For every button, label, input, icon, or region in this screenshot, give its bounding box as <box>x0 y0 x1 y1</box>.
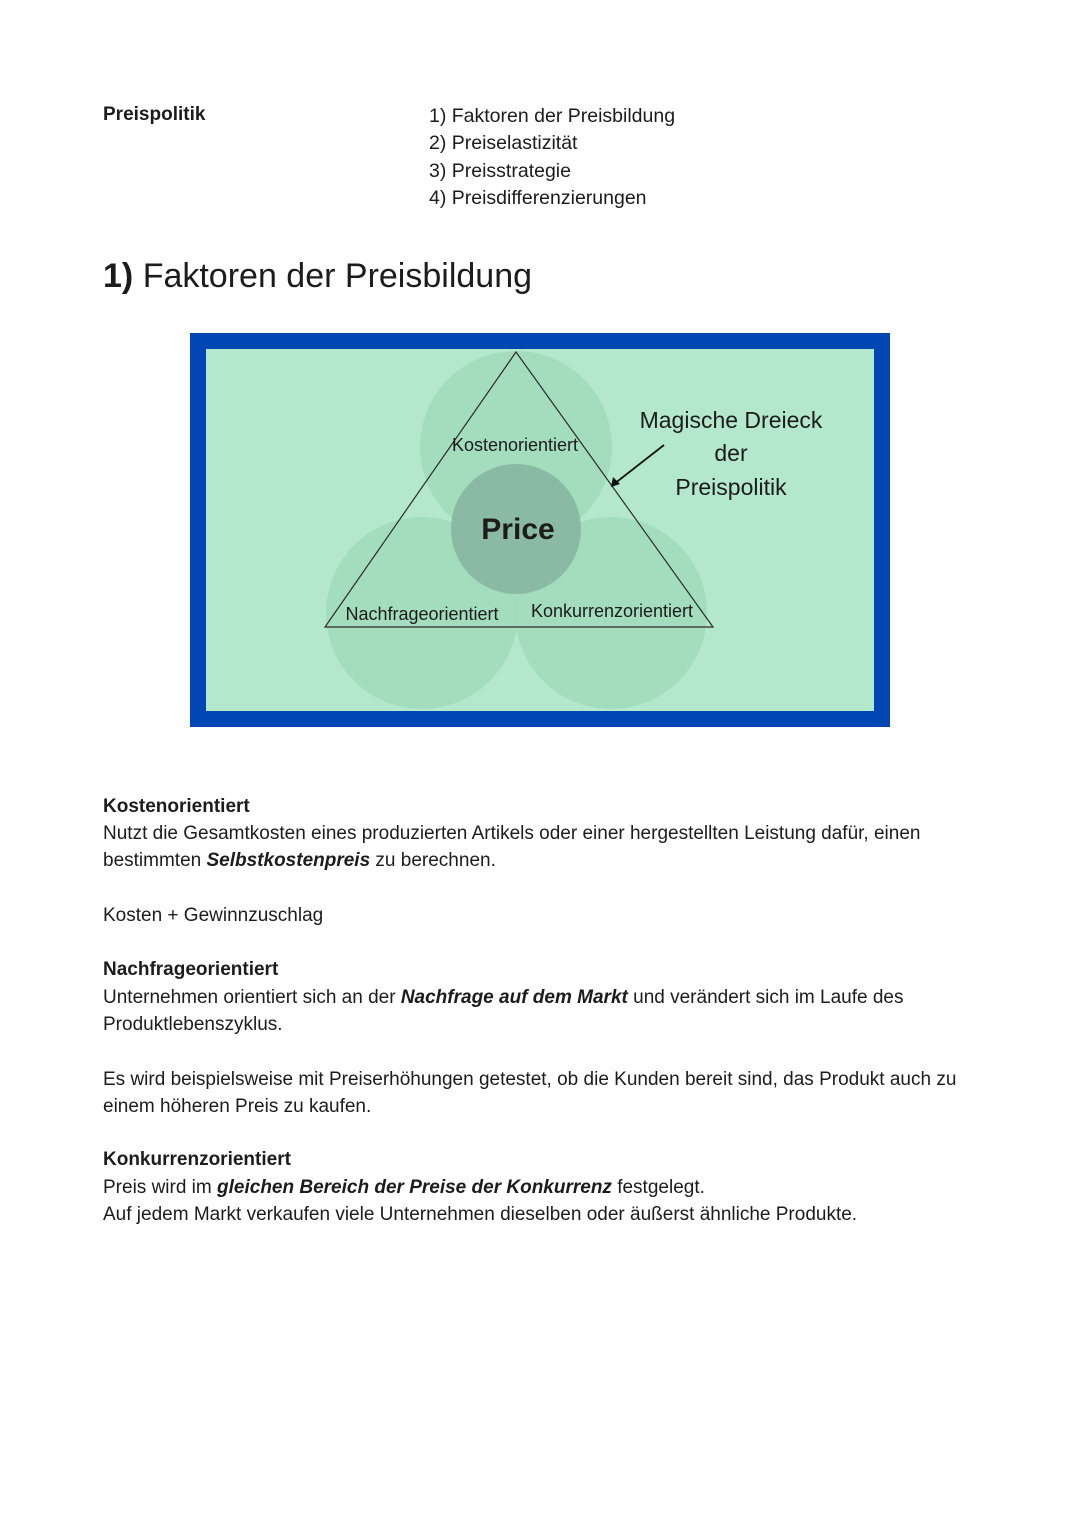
emphasis-konkurrenz: gleichen Bereich der Preise der Konkurrenz <box>217 1177 612 1198</box>
konkurrenzorientiert-heading: Konkurrenzorientiert <box>103 1149 291 1170</box>
cost-formula: Kosten + Gewinnzuschlag <box>103 905 324 926</box>
annotation-line-2: der <box>714 440 748 466</box>
annotation-line-3: Preispolitik <box>675 474 787 500</box>
section-heading <box>103 257 532 296</box>
left-label: Nachfrageorientiert <box>345 604 499 624</box>
kostenorientiert-heading: Kostenorientiert <box>103 796 250 817</box>
toc-item: 1) Faktoren der Preisbildung <box>429 105 676 127</box>
section-number: 1) <box>103 257 134 295</box>
toc-item: 2) Preiselastizität <box>429 132 578 155</box>
konkurrenz-line-2: Auf jedem Markt verkaufen viele Unternehmen dieselben oder äußerst ähnliche Produkte. <box>103 1204 858 1226</box>
nachfrage-example: Es wird beispielsweise mit Preiserhöhungen getestet, ob die Kunden bereit sind, das Produkt auch zu einem höheren Preis zu kaufen. <box>103 1069 957 1118</box>
emphasis-selbstkostenpreis: Selbstkostenpreis <box>206 850 371 872</box>
annotation-line-1: Magische Dreieck <box>639 407 823 433</box>
kostenorientiert-text: Nutzt die Gesamtkosten eines produzierten Artikels oder einer hergestellten Leistung dafür, einen bestimmten Selbstkostenpreis zu berechnen. <box>103 823 921 872</box>
toc-item: 3) Preisstrategie <box>429 159 571 182</box>
table-of-contents <box>429 103 675 212</box>
document-title: Preispolitik <box>103 104 206 125</box>
nachfrageorientiert-text: Unternehmen orientiert sich an der Nachfrage auf dem Markt und verändert sich im Laufe des Produktlebenszyklus. <box>103 987 904 1036</box>
magic-triangle-figure <box>190 333 890 727</box>
toc-item: 4) Preisdifferenzierungen <box>429 186 647 209</box>
top-label: Kostenorientiert <box>451 435 579 455</box>
price-label: Price <box>481 513 555 546</box>
nachfrageorientiert-heading: Nachfrageorientiert <box>103 959 279 980</box>
konkurrenzorientiert-text: Preis wird im gleichen Bereich der Preise der Konkurrenz festgelegt. Auf jedem Markt verkaufen viele Unternehmen dieselben oder äußerst ähnliche Produkte. <box>103 1177 858 1226</box>
emphasis-nachfrage: Nachfrage auf dem Markt <box>400 987 628 1008</box>
right-label: Konkurrenzorientiert <box>530 601 694 621</box>
section-title: Faktoren der Preisbildung <box>142 257 533 295</box>
magic-triangle-diagram <box>190 333 890 727</box>
